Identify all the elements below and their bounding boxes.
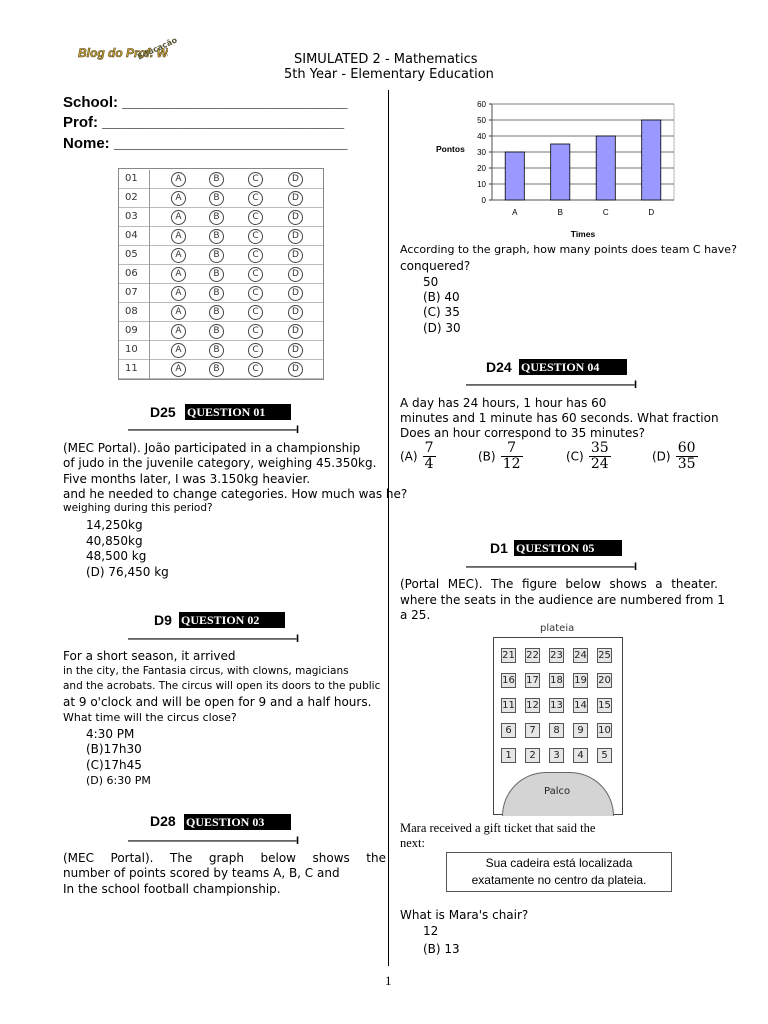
answer-bubble-d[interactable]: D [288,324,303,339]
q4-a-den: 4 [424,456,434,472]
q4-option-b [478,441,523,472]
answer-bubble-d[interactable]: D [288,305,303,320]
answer-row-separator [149,341,150,360]
blog-logo-sub: Educação [136,35,179,62]
q4-option-d-fraction [676,441,698,472]
seat-1: 1 [501,748,516,763]
q1-option-d: (D) 76,450 kg [86,565,169,579]
answer-bubble-b[interactable]: B [209,286,224,301]
answer-bubble-c[interactable]: C [248,191,263,206]
answer-bubble-d[interactable]: D [288,343,303,358]
answer-bubble-b[interactable]: B [209,267,224,282]
answer-row-number: 06 [125,268,138,279]
q4-option-b-fraction [501,441,523,472]
answer-row-separator [149,170,150,189]
q4-option-a-fraction [423,441,436,472]
seat-25: 25 [598,650,611,661]
q2-line-3: and the acrobats. The circus will open its doors to the public [63,680,381,692]
bar-chart [430,96,680,242]
seat-8: 8 [549,723,564,738]
x-tick-label: C [602,208,609,217]
q3-line-2: number of points scored by teams A, B, C and [63,866,340,880]
q1-separator: ————————————————I [128,424,299,436]
seat-19: 19 [574,675,587,686]
page-title: SIMULATED 2 - Mathematics [294,52,478,67]
answer-row [119,189,323,208]
x-tick-label: D [648,208,655,217]
seat-3: 3 [549,748,564,763]
answer-bubble-a[interactable]: A [171,172,186,187]
seat-6: 6 [501,723,516,738]
answer-bubble-a[interactable]: A [171,286,186,301]
q1-line-5: weighing during this period? [63,502,213,514]
q1-line-4: and he needed to change categories. How much was he? [63,487,408,501]
answer-bubble-b[interactable]: B [209,191,224,206]
q3-option-d: (D) 30 [423,321,461,335]
seat-5: 5 [597,748,612,763]
answer-row-separator [149,246,150,265]
answer-row [119,246,323,265]
answer-bubble-d[interactable]: D [288,362,303,377]
q1-line-3: Five months later, I was 3.150kg heavier. [63,472,311,486]
answer-bubble-b[interactable]: B [209,172,224,187]
answer-bubble-c[interactable]: C [248,362,263,377]
y-tick-label: 0 [481,196,486,205]
q3-question-line-1: According to the graph, how many points does team C have? [400,243,737,256]
bar-c [596,136,615,200]
seat-13: 13 [550,700,563,711]
x-tick-label: B [557,208,563,217]
q4-option-c-letter: (C) [566,449,584,464]
answer-row [119,284,323,303]
answer-row-separator [149,265,150,284]
x-tick-label: A [512,208,518,217]
answer-bubble-d[interactable]: D [288,172,303,187]
y-axis-label: Pontos [436,144,465,154]
q4-line-1: A day has 24 hours, 1 hour has 60 [400,396,607,410]
q5-line-3: a 25. [400,608,431,622]
answer-row [119,360,323,379]
answer-bubble-c[interactable]: C [248,343,263,358]
answer-row-number: 09 [125,325,138,336]
bar-d [642,120,661,200]
answer-row-number: 05 [125,249,138,260]
answer-row-separator [149,189,150,208]
q2-option-a: 4:30 PM [86,727,135,741]
seat-23: 23 [550,650,563,661]
q2-code: D9 [154,612,172,628]
theater-title: plateia [540,623,575,634]
q4-a-num: 7 [424,440,434,456]
q4-option-d [652,441,698,472]
answer-row [119,341,323,360]
answer-sheet [118,168,324,380]
answer-row [119,265,323,284]
q2-line-2: in the city, the Fantasia circus, with clowns, magicians [63,665,349,677]
seat-18: 18 [550,675,563,686]
q2-option-c: (C)17h45 [86,758,142,772]
y-tick-label: 30 [477,148,486,157]
seat-2: 2 [525,748,540,763]
bar-b [551,144,570,200]
q4-d-num: 60 [677,440,696,456]
q2-option-d: (D) 6:30 PM [86,774,151,787]
answer-bubble-b[interactable]: B [209,248,224,263]
y-tick-label: 60 [477,100,486,109]
seat-9: 9 [573,723,588,738]
y-tick-label: 20 [477,164,486,173]
q1-line-1: (MEC Portal). João participated in a championship [63,441,361,455]
q4-code: D24 [486,359,512,375]
answer-row-number: 07 [125,287,138,298]
answer-row-separator [149,208,150,227]
answer-bubble-b[interactable]: B [209,362,224,377]
answer-row-separator [149,303,150,322]
seat-20: 20 [598,675,611,686]
q5-question: What is Mara's chair? [400,908,529,922]
q5-line-1: (Portal MEC). The figure below shows a theater. [400,577,718,591]
q5-separator: ————————————————I [466,561,637,573]
q5-label: QUESTION 05 [514,540,622,556]
answer-row [119,170,323,189]
answer-row-separator [149,284,150,303]
answer-bubble-a[interactable]: A [171,248,186,263]
answer-bubble-b[interactable]: B [209,210,224,225]
answer-row-number: 10 [125,344,138,355]
answer-bubble-a[interactable]: A [171,305,186,320]
q4-option-c [566,441,611,472]
q2-line-5: What time will the circus close? [63,711,237,724]
q1-option-b: 40,850kg [86,534,143,548]
q3-separator: ————————————————I [128,835,299,847]
ticket-box [446,852,672,892]
q4-label: QUESTION 04 [519,359,627,375]
q5-option-b: (B) 13 [423,942,460,956]
answer-bubble-d[interactable]: D [288,267,303,282]
q1-option-a: 14,250kg [86,518,143,532]
seat-24: 24 [574,650,587,661]
q4-option-a-letter: (A) [400,449,418,464]
seat-22: 22 [526,650,539,661]
seat-7: 7 [525,723,540,738]
answer-bubble-c[interactable]: C [248,305,263,320]
answer-bubble-c[interactable]: C [248,324,263,339]
q4-c-den: 24 [590,456,609,472]
answer-bubble-d[interactable]: D [288,248,303,263]
ticket-line-1: Sua cadeira está localizada [485,856,633,870]
ticket-line-2: exatamente no centro da plateia. [471,873,647,887]
answer-bubble-c[interactable]: C [248,172,263,187]
q2-option-b: (B)17h30 [86,742,142,756]
seat-14: 14 [574,700,587,711]
answer-bubble-d[interactable]: D [288,191,303,206]
seat-16: 16 [502,675,515,686]
q1-option-c: 48,500 kg [86,549,147,563]
x-axis-label: Times [570,229,596,239]
answer-bubble-a[interactable]: A [171,324,186,339]
name-field: Nome: ____________________________ [63,135,348,152]
q4-line-3: Does an hour correspond to 35 minutes? [400,426,645,440]
q2-label: QUESTION 02 [179,612,285,628]
answer-row-separator [149,360,150,379]
answer-row-number: 03 [125,211,138,222]
q3-line-3: In the school football championship. [63,882,281,896]
q3-question-line-2: conquered? [400,259,471,273]
stage-label: Palco [544,786,571,797]
y-tick-label: 10 [477,180,486,189]
answer-bubble-a[interactable]: A [171,210,186,225]
answer-row-number: 08 [125,306,138,317]
q4-line-2: minutes and 1 minute has 60 seconds. What fraction [400,411,719,425]
q2-line-1: For a short season, it arrived [63,649,236,663]
page-subtitle: 5th Year - Elementary Education [284,67,494,82]
answer-bubble-c[interactable]: C [248,210,263,225]
answer-row [119,208,323,227]
q4-c-num: 35 [590,440,609,456]
q3-line-1: (MEC Portal). The graph below shows the [63,851,386,865]
answer-bubble-c[interactable]: C [248,267,263,282]
answer-row-separator [149,322,150,341]
answer-row-number: 01 [125,173,138,184]
theater-figure [493,623,623,815]
q4-option-a [400,441,436,472]
seat-12: 12 [526,700,539,711]
q3-option-c: (C) 35 [423,305,460,319]
bar-a [505,152,524,200]
q4-b-den: 12 [502,456,521,472]
q4-option-d-letter: (D) [652,449,671,464]
q3-option-a: 50 [423,275,439,289]
y-tick-label: 40 [477,132,486,141]
answer-bubble-a[interactable]: A [171,191,186,206]
column-divider [388,90,389,966]
q4-option-c-fraction [589,441,611,472]
answer-bubble-a[interactable]: A [171,267,186,282]
q4-d-den: 35 [677,456,696,472]
answer-bubble-c[interactable]: C [248,286,263,301]
seat-11: 11 [502,700,515,711]
seat-21: 21 [502,650,515,661]
q2-separator: ————————————————I [128,633,299,645]
answer-bubble-c[interactable]: C [248,248,263,263]
q1-label: QUESTION 01 [185,404,291,420]
answer-row [119,322,323,341]
q4-b-num: 7 [501,441,523,457]
q4-separator: ————————————————I [466,379,637,391]
ticket-intro-2: next: [400,836,425,850]
q3-option-b: (B) 40 [423,290,460,304]
page-number: 1 [385,973,392,988]
answer-row [119,227,323,246]
q5-line-2: where the seats in the audience are numbered from 1 [400,593,725,607]
answer-bubble-d[interactable]: D [288,229,303,244]
seat-17: 17 [526,675,539,686]
q2-line-4: at 9 o'clock and will be open for 9 and a half hours. [63,695,372,709]
ticket-intro-1: Mara received a gift ticket that said the [400,821,596,835]
q4-option-b-letter: (B) [478,449,496,464]
answer-bubble-a[interactable]: A [171,343,186,358]
q1-line-2: of judo in the juvenile category, weighing 45.350kg. [63,456,377,470]
answer-row [119,303,323,322]
answer-bubble-d[interactable]: D [288,286,303,301]
answer-bubble-b[interactable]: B [209,305,224,320]
logo-text: Blog do Prof. W [78,46,168,60]
answer-bubble-d[interactable]: D [288,210,303,225]
seat-10: 10 [598,725,611,736]
y-tick-label: 50 [477,116,486,125]
q1-code: D25 [150,404,176,420]
answer-bubble-b[interactable]: B [209,343,224,358]
answer-bubble-b[interactable]: B [209,324,224,339]
answer-row-number: 04 [125,230,138,241]
q5-option-a: 12 [423,924,439,938]
answer-row-number: 11 [125,363,138,374]
q3-code: D28 [150,813,176,829]
answer-row-number: 02 [125,192,138,203]
answer-row-separator [149,227,150,246]
seat-15: 15 [598,700,611,711]
seat-4: 4 [573,748,588,763]
answer-bubble-a[interactable]: A [171,362,186,377]
q5-code: D1 [490,540,508,556]
answer-bubble-a[interactable]: A [171,229,186,244]
prof-field: Prof: _____________________________ [63,114,345,131]
q3-label: QUESTION 03 [184,814,291,830]
school-field: School: ___________________________ [63,94,348,111]
answer-bubble-b[interactable]: B [209,229,224,244]
answer-bubble-c[interactable]: C [248,229,263,244]
